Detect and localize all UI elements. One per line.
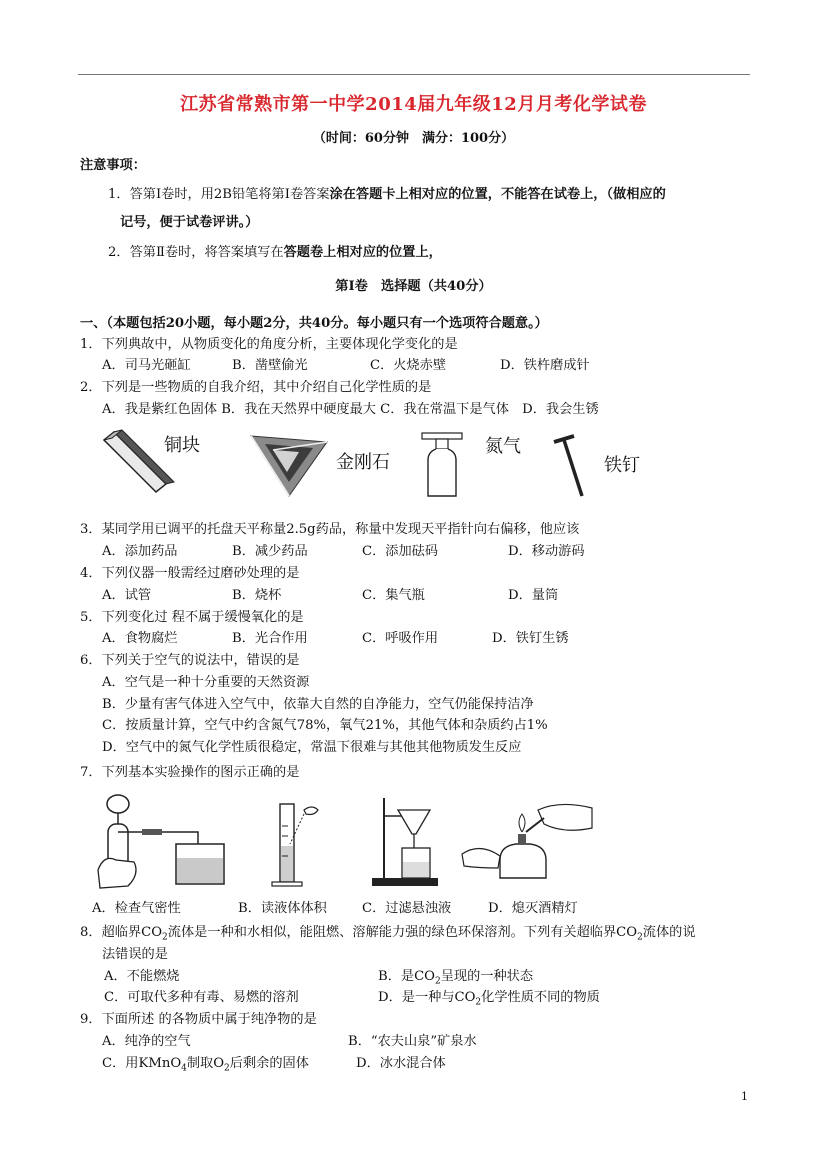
q3-option-b: B．减少药品 xyxy=(232,544,308,559)
note-2-text: 2．答第Ⅱ卷时，将答案填写在 xyxy=(108,245,284,260)
q5-option-b: B．光合作用 xyxy=(232,631,308,646)
q4-option-b: B．烧杯 xyxy=(232,588,282,603)
q8-subscript: 2 xyxy=(162,932,168,943)
q2-options: A．我是紫红色固体 B．我在天然界中硬度最大 C．我在常温下是气体 D．我会生锈 xyxy=(102,402,599,417)
q8-option-a: A．不能燃烧 xyxy=(104,969,180,984)
q7-option-a: A．检查气密性 xyxy=(92,901,181,916)
note-2-emphasis: 答题卷上相对应的位置上， xyxy=(283,245,442,260)
q5-option-c: C．呼吸作用 xyxy=(362,631,439,646)
q1-stem: 1．下列典故中，从物质变化的角度分析，主要体现化学变化的是 xyxy=(80,337,458,352)
measuring-cylinder-picture xyxy=(268,796,328,892)
notes-heading: 注意事项： xyxy=(80,158,146,173)
q8-stem xyxy=(80,923,696,943)
iron-nail-picture xyxy=(548,432,598,502)
top-rule xyxy=(78,74,750,75)
alcohol-lamp-picture xyxy=(460,798,595,888)
section-title: 第Ⅰ卷 选择题（共40分） xyxy=(335,279,492,294)
q9-option-a: A．纯净的空气 xyxy=(102,1034,191,1049)
q9-subscript: 4 xyxy=(181,1063,187,1074)
page-title: 江苏省常熟市第一中学2014届九年级12月月考化学试卷 xyxy=(180,94,647,115)
q4-option-d: D．量筒 xyxy=(508,588,559,603)
q7-stem: 7．下列基本实验操作的图示正确的是 xyxy=(80,765,300,780)
q9-stem: 9．下面所述 的各物质中属于纯净物的是 xyxy=(80,1012,317,1027)
q3-option-c: C．添加砝码 xyxy=(362,544,439,559)
q8-stem-cont: 法错误的是 xyxy=(102,947,168,962)
q3-option-a: A．添加药品 xyxy=(102,544,178,559)
q1-option-c: C．火烧赤壁 xyxy=(370,358,447,373)
q8-subscript: 2 xyxy=(637,932,643,943)
section-instruction: 一、（本题包括20小题，每小题2分，共40分。每小题只有一个选项符合题意。） xyxy=(80,316,548,331)
q6-option-b: B．少量有害气体进入空气中，依靠大自然的自净能力，空气仍能保持洁净 xyxy=(102,697,534,712)
q9-option-c-part-1: C．用KMnO xyxy=(102,1056,182,1071)
nitrogen-bottle-picture xyxy=(420,430,480,500)
q9-option-c xyxy=(102,1054,309,1074)
q8-option-d-part-1: D．是一种与CO xyxy=(378,990,476,1005)
nitrogen-label: 氮气 xyxy=(485,436,521,457)
exam-info: （时间：60分钟 满分：100分） xyxy=(312,131,515,146)
copper-label: 铜块 xyxy=(164,435,200,456)
q3-option-d: D．移动游码 xyxy=(508,544,585,559)
q9-subscript: 2 xyxy=(224,1063,230,1074)
q7-option-c: C．过滤悬浊液 xyxy=(362,901,452,916)
q6-option-c: C．按质量计算，空气中约含氮气78%，氧气21%，其他气体和杂质约占1% xyxy=(102,718,548,733)
q4-option-a: A．试管 xyxy=(102,588,152,603)
q7-option-d: D．熄灭酒精灯 xyxy=(488,901,578,916)
q8-option-d xyxy=(378,988,600,1008)
q9-option-c-part-2: 制取O xyxy=(186,1056,225,1071)
q1-option-d: D．铁杵磨成针 xyxy=(500,358,590,373)
q6-stem: 6．下列关于空气的说法中，错误的是 xyxy=(80,653,300,668)
note-1-emphasis: 涂在答题卡上相对应的位置，不能答在试卷上，（做相应的 xyxy=(329,187,666,202)
q8-stem-part-2: 流体是一种和水相似，能阻燃、溶解能力强的绿色环保溶剂。下列有关超临界CO xyxy=(167,925,638,940)
q4-stem: 4．下列仪器一般需经过磨砂处理的是 xyxy=(80,566,300,581)
q8-subscript: 2 xyxy=(434,976,441,987)
q5-option-a: A．食物腐烂 xyxy=(102,631,178,646)
filtration-picture xyxy=(366,792,446,892)
diamond-label: 金刚石 xyxy=(336,452,390,473)
diamond-picture xyxy=(243,428,333,500)
q8-stem-part-3: 流体的说 xyxy=(642,925,696,940)
q8-option-d-part-2: 化学性质不同的物质 xyxy=(481,990,600,1005)
q1-option-a: A．司马光砸缸 xyxy=(102,358,191,373)
q5-stem: 5．下列变化过 程不属于缓慢氧化的是 xyxy=(80,610,304,625)
iron-nail-label: 铁钉 xyxy=(604,455,640,476)
airtightness-check-picture xyxy=(94,790,234,892)
q9-option-c-part-3: 后剩余的固体 xyxy=(229,1056,309,1071)
q9-option-d: D．冰水混合体 xyxy=(356,1056,446,1071)
page-number: 1 xyxy=(741,1090,748,1103)
q4-option-c: C．集气瓶 xyxy=(362,588,425,603)
q6-option-a: A．空气是一种十分重要的天然资源 xyxy=(102,675,310,690)
q9-option-b: B．“农夫山泉”矿泉水 xyxy=(348,1034,477,1049)
q1-option-b: B．凿壁偷光 xyxy=(232,358,308,373)
q6-option-d: D．空气中的氮气化学性质很稳定，常温下很难与其他其他物质发生反应 xyxy=(102,740,522,755)
note-2 xyxy=(108,243,442,263)
q8-stem-part-1: 8．超临界CO xyxy=(80,925,163,940)
note-1-text: 1．答第Ⅰ卷时，用2B铅笔将第Ⅰ卷答案 xyxy=(108,187,330,202)
q8-option-b-part-2: 呈现的一种状态 xyxy=(440,969,534,984)
q3-stem: 3．某同学用已调平的托盘天平称量2.5g药品，称量中发现天平指针向右偏移，他应该 xyxy=(80,522,580,537)
q7-option-b: B．读液体体积 xyxy=(238,901,327,916)
q8-option-b xyxy=(378,967,533,987)
q5-option-d: D．铁钉生锈 xyxy=(492,631,569,646)
q2-stem: 2．下列是一些物质的自我介绍，其中介绍自己化学性质的是 xyxy=(80,380,432,395)
q8-subscript: 2 xyxy=(475,997,482,1008)
q8-option-b-part-1: B．是CO xyxy=(378,969,435,984)
note-1-cont: 记号，便于试卷评讲。） xyxy=(120,215,259,230)
note-1 xyxy=(108,185,666,205)
q8-option-c: C．可取代多种有毒、易燃的溶剂 xyxy=(104,990,299,1005)
